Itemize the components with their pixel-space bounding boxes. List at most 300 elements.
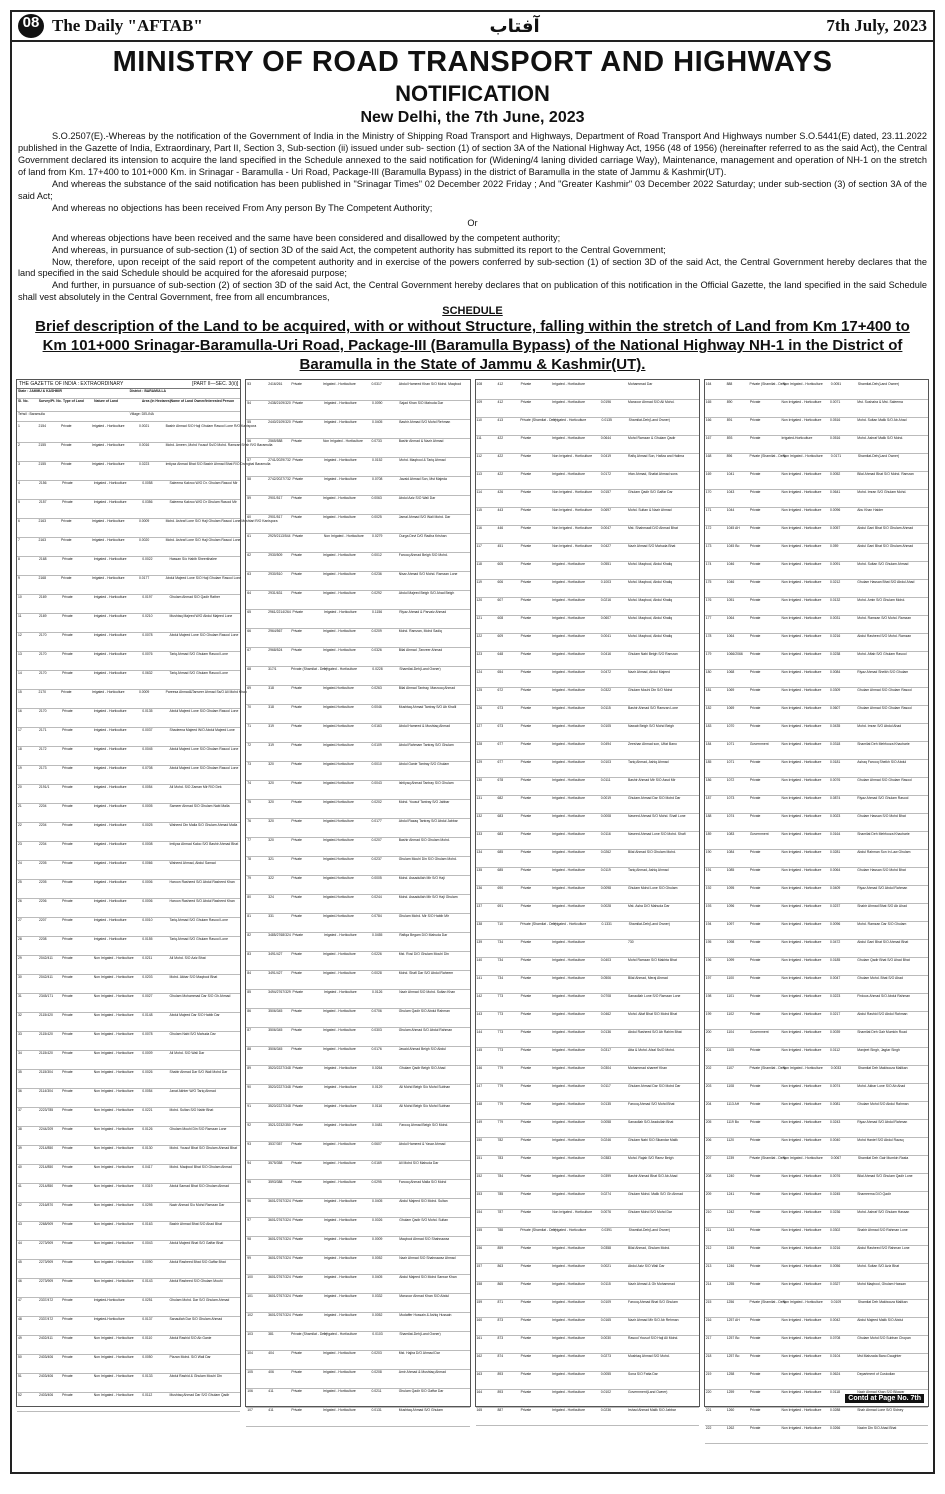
- table-cell: 2930/509: [268, 552, 283, 557]
- table-cell: 0.0237: [829, 903, 841, 908]
- table-cell: 184: [705, 741, 712, 746]
- table-cell: 3506/345: [268, 1046, 283, 1051]
- table-cell: 0.0028: [371, 970, 382, 975]
- table-cell: Private: [62, 1145, 73, 1150]
- table-cell: 5: [18, 499, 20, 504]
- table-cell: 95: [247, 1179, 252, 1184]
- table-cell: Irrigated - Horticulture: [323, 457, 357, 462]
- table-cell: 2173: [39, 765, 47, 770]
- table-cell: Private: [62, 936, 73, 941]
- table-row: [705, 868, 928, 886]
- table-cell: 0.0010: [371, 761, 382, 766]
- table-cell: 0.0427: [600, 543, 612, 548]
- table-cell: 2115/304: [39, 1069, 53, 1074]
- table-cell: 202: [705, 1065, 712, 1070]
- table-cell: 0.0157: [600, 489, 612, 494]
- table-cell: 1084: [726, 849, 735, 854]
- table-row: [476, 850, 699, 868]
- table-cell: Ashaq Farooq Sheikh S/O Abdul: [857, 759, 907, 764]
- table-cell: 72: [247, 742, 252, 747]
- table-cell: Irrigated-Horticulture: [322, 723, 354, 728]
- table-cell: 0.0022: [142, 556, 153, 561]
- table-row: [17, 1070, 240, 1089]
- table-cell: [600, 940, 627, 957]
- table-cell: Private: [292, 1065, 304, 1070]
- table-cell: Pizzan Mohd. S/O Wali Dar: [169, 1354, 211, 1359]
- table-cell: 2205: [39, 879, 47, 884]
- table-cell: Non Irrigated - Horticulture: [781, 939, 822, 944]
- table-row: [246, 1142, 469, 1161]
- table-cell: Irrigated - Horticulture: [323, 1084, 357, 1089]
- table-cell: 0.0117: [600, 1083, 611, 1088]
- table-row: [17, 633, 240, 652]
- table-cell: Nazir Ahmad & Gh Mohammad: [628, 1281, 675, 1286]
- table-cell: 180: [705, 669, 712, 674]
- table-cell: Abdul Majeed Dar S/O Habib Dar: [169, 1012, 220, 1017]
- table-cell: Irrigated - Horticulture: [552, 741, 585, 746]
- table-row: [476, 1264, 699, 1282]
- table-cell: 22: [18, 822, 22, 827]
- schedule-table: [12, 379, 933, 1430]
- table-cell: Private: [62, 1240, 73, 1245]
- table-cell: Irrigated - Horticulture: [93, 594, 127, 599]
- table-row: [246, 1066, 469, 1085]
- table-cell: 0.0317: [371, 381, 382, 386]
- table-cell: Bashir Ahmad Bhat S/O Ab Ahad: [628, 1173, 678, 1178]
- table-cell: Private: [291, 1407, 302, 1412]
- table-cell: 0.0045: [142, 746, 153, 751]
- table-cell: Non Irrigated - Horticulture: [93, 1164, 134, 1169]
- table-cell: 0.0405: [372, 1198, 383, 1203]
- table-cell: 1043: [726, 489, 735, 494]
- table-cell: 865: [497, 1281, 504, 1286]
- table-cell: Private: [292, 609, 304, 614]
- table-cell: Irrigated-Horticulture: [322, 875, 354, 880]
- table-row: [705, 634, 928, 652]
- table-cell: Private: [291, 951, 302, 956]
- table-cell: 4: [18, 480, 20, 485]
- table-cell: Private: [292, 1198, 304, 1203]
- column-header: Nature of Land: [94, 398, 119, 403]
- table-cell: Non Irrigated - Horticulture: [781, 1173, 822, 1178]
- table-cell: Private: [520, 795, 532, 800]
- table-cell: 57: [247, 457, 252, 462]
- table-cell: 1045 Bo: [726, 543, 740, 548]
- table-row: [246, 439, 469, 458]
- table-cell: 422: [497, 435, 504, 440]
- table-cell: 893: [497, 1389, 504, 1394]
- table-cell: 0.0303: [371, 1027, 382, 1032]
- table-cell: 45: [18, 1259, 22, 1264]
- table-cell: 0.0026: [372, 1217, 383, 1222]
- table-cell: Shamilat Deh Makbooza Malikan: [857, 1299, 908, 1304]
- table-cell: Bashir Ahmad S/O Ghulam Mohd.: [398, 837, 450, 842]
- table-cell: Imtiyaz Ahmad Bhat S/O Bashir Ahmad Bhat R/O Drangbal Baramulla: [165, 461, 271, 466]
- table-row: [17, 975, 240, 994]
- table-cell: 422: [497, 453, 504, 458]
- table-cell: 43: [18, 1221, 22, 1226]
- table-cell: Abdul Rasheed Bhat S/O Gaffar Bhat: [169, 1259, 226, 1264]
- table-cell: Private: [520, 957, 532, 962]
- table-cell: Private: [749, 633, 761, 638]
- table-cell: 149: [476, 1119, 483, 1124]
- table-cell: Mohd. Altaf Bhat S/O Mohd Bhat: [628, 1011, 678, 1016]
- table-cell: 0.0641: [829, 489, 841, 494]
- table-cell: 0.0026: [142, 1069, 153, 1074]
- table-cell: Non Irrigated - Horticulture: [781, 489, 822, 494]
- table-cell: 3601/2767/324: [268, 1236, 291, 1241]
- table-cell: Private: [520, 1299, 532, 1304]
- table-cell: 0.0327: [829, 1281, 841, 1286]
- table-cell: Ghulam Nabi S/O Sikandar Malik: [628, 1137, 678, 1142]
- table-cell: Irrigated - Horticulture: [93, 670, 127, 675]
- table-row: [17, 747, 240, 766]
- table-cell: Waheed Din Malla S/O Ghulam Ahmad Malla: [169, 822, 238, 827]
- table-row: [476, 778, 699, 796]
- table-cell: 3601/2767/324: [268, 1293, 291, 1298]
- table-cell: 21: [18, 803, 22, 808]
- table-cell: 179: [705, 651, 712, 656]
- table-cell: Private: [62, 1088, 73, 1093]
- table-cell: Irrigated - Horticulture: [322, 1350, 356, 1355]
- table-cell: Non Irrigated - Horticulture: [781, 1137, 822, 1142]
- table-cell: 888: [726, 381, 733, 386]
- table-cell: 320: [268, 818, 274, 823]
- table-cell: 0.0208: [371, 1369, 382, 1374]
- table-row: [705, 400, 928, 418]
- table-cell: Private: [292, 1122, 304, 1127]
- table-cell: Manzoor Ahmad Khan S/O Abdul: [399, 1293, 449, 1298]
- table-cell: 0.0172: [600, 471, 612, 476]
- table-cell: 0.0135: [600, 1101, 612, 1106]
- table-cell: Irrigated - Horticulture: [93, 613, 127, 618]
- table-cell: Irrigated - Horticulture: [91, 537, 125, 542]
- table-cell: Irrigated - Horticulture: [552, 471, 585, 476]
- table-cell: Ghulam Nabi Beigh S/O Ramzan: [628, 651, 678, 656]
- table-row: [246, 382, 469, 401]
- table-cell: 0.0009: [138, 689, 150, 694]
- table-cell: 1069: [726, 705, 735, 710]
- table-cell: 56: [247, 438, 252, 443]
- table-cell: 26: [18, 898, 22, 903]
- table-cell: 6: [18, 518, 20, 523]
- table-cell: 1240: [726, 1173, 735, 1178]
- table-cell: 0.0207: [371, 837, 382, 842]
- table-cell: 42: [18, 1202, 22, 1207]
- table-cell: Shabir Ahmad S/O Rahman Lone: [857, 1227, 908, 1232]
- table-cell: 0.0281: [829, 849, 841, 854]
- table-cell: 0.0383: [600, 1155, 612, 1160]
- table-cell: Private: [291, 628, 302, 633]
- table-cell: 191: [705, 867, 712, 872]
- table-cell: 406: [268, 1369, 274, 1374]
- table-cell: 0.0009: [138, 518, 150, 523]
- table-cell: 1239: [726, 1155, 735, 1160]
- table-cell: Irrigated - Horticulture: [552, 399, 585, 404]
- table-cell: 685: [497, 867, 504, 872]
- table-cell: Bilal Ahmad ,Tanveer Ahmad: [398, 647, 443, 652]
- table-cell: 0.1003: [600, 579, 612, 584]
- table-cell: Private: [62, 670, 73, 675]
- table-row: [476, 1246, 699, 1264]
- paragraph-or: Or: [467, 217, 478, 228]
- table-cell: 98: [247, 1236, 252, 1241]
- notice-title: MINISTRY OF ROAD TRANSPORT AND HIGHWAYS: [112, 46, 833, 78]
- table-cell: 1066/2066: [726, 651, 743, 656]
- table-row: [705, 688, 928, 706]
- table-cell: 82: [247, 932, 252, 937]
- table-cell: Private: [749, 687, 761, 692]
- table-cell: Irrigated - Horticulture: [93, 860, 127, 865]
- table-cell: Irrigated - Horticulture: [323, 1122, 357, 1127]
- table-cell: 171: [705, 507, 712, 512]
- table-cell: 153: [476, 1191, 483, 1196]
- table-row: [17, 1336, 240, 1355]
- table-row: [17, 899, 240, 918]
- table-cell: 0.0005: [371, 875, 382, 880]
- table-cell: Private: [291, 1008, 302, 1013]
- table-row: [17, 861, 240, 880]
- table-cell: 1101: [726, 993, 735, 998]
- table-cell: Non Irrigated - Horticulture: [781, 1029, 822, 1034]
- table-row: [705, 994, 928, 1012]
- table-cell: Private: [291, 780, 302, 785]
- table-cell: 114: [476, 489, 482, 494]
- table-cell: Abdul Majeed Malik S/O Abdul: [857, 1317, 904, 1322]
- table-cell: 0.0074: [829, 1083, 841, 1088]
- table-cell: Non Irrigated - Horticulture: [781, 1011, 822, 1016]
- table-cell: 871: [497, 1299, 504, 1304]
- table-cell: 1072: [726, 777, 735, 782]
- table-cell: 411: [268, 1407, 274, 1412]
- table-cell: Private: [62, 1278, 73, 1283]
- table-cell: 110: [476, 417, 482, 422]
- table-cell: 200: [705, 1029, 712, 1034]
- table-cell: Sanaullah S/O Assdullah Bhat: [628, 1119, 674, 1124]
- table-cell: Department of Custodian: [857, 1371, 895, 1376]
- table-cell: 0.0071: [829, 399, 841, 404]
- table-cell: Abdul Majeed S/O Mohd. Sultan: [399, 1198, 448, 1203]
- table-cell: Non Irrigated - Horticulture: [781, 1263, 822, 1268]
- table-row: [476, 562, 699, 580]
- table-cell: Private: [520, 579, 532, 584]
- table-cell: Farooq Ahmad S/O Mohd Bhat: [628, 1101, 675, 1106]
- table-cell: Private (Shamilat - Deh): [749, 1299, 786, 1304]
- table-cell: 205: [705, 1119, 712, 1124]
- table-row: [246, 496, 469, 515]
- table-cell: 0.0104: [829, 1353, 841, 1358]
- table-cell: 93: [247, 1141, 252, 1146]
- table-cell: Riyaz Ahmad S/O Abdul Rahman: [857, 885, 908, 890]
- table-cell: 3537/357: [268, 1141, 283, 1146]
- table-cell: 103: [247, 1331, 253, 1336]
- table-row: [246, 572, 469, 591]
- table-cell: Shamilat Deh Gair Mumkin Rasta: [857, 1155, 909, 1160]
- table-cell: 0.0163: [142, 1221, 153, 1226]
- table-cell: Ghulam Hassan S/O Mohd Bhat: [857, 813, 906, 818]
- table-cell: Irrigated - Horticulture: [552, 1083, 585, 1088]
- table-cell: 215: [705, 1299, 712, 1304]
- table-row: [246, 1047, 469, 1066]
- table-cell: Nazir Ahmad S/O Mohd. Sultan Khan: [399, 989, 456, 994]
- table-cell: Mohd. Maqbool, Abdul Khaliq: [628, 615, 673, 620]
- table-cell: Private: [520, 381, 532, 386]
- table-cell: Private: [291, 837, 302, 842]
- table-cell: 53: [247, 381, 252, 386]
- table-cell: 0.0358: [600, 1245, 612, 1250]
- table-cell: Private: [520, 1389, 532, 1394]
- table-cell: 1071: [726, 741, 735, 746]
- table-row: [705, 904, 928, 922]
- table-cell: Bashir Ahmad S/O Ramzan Lone: [628, 705, 678, 710]
- table-cell: Non Irrigated - Horticulture: [552, 453, 593, 458]
- table-row: [246, 895, 469, 914]
- table-cell: Irrigated - Horticulture: [322, 1369, 356, 1374]
- table-cell: 863: [497, 1263, 504, 1268]
- table-cell: Mohd Hanief S/O Abdul Razaq: [857, 1137, 904, 1142]
- table-cell: Private: [520, 885, 532, 890]
- table-cell: 34: [18, 1050, 22, 1055]
- table-cell: Non Irrigated - Horticulture: [93, 955, 134, 960]
- table-cell: Irrigated - Horticulture: [93, 556, 127, 561]
- table-cell: 318: [268, 685, 274, 690]
- table-cell: 1095: [726, 885, 735, 890]
- table-cell: 0.0040: [829, 1137, 841, 1142]
- table-cell: 206: [705, 1137, 712, 1142]
- table-cell: 14: [18, 670, 22, 675]
- table-cell: Private: [520, 723, 532, 728]
- table-row: [17, 481, 240, 500]
- table-row: [246, 743, 469, 762]
- table-cell: Non Irrigated - Horticulture: [781, 1119, 822, 1124]
- table-row: [705, 472, 928, 490]
- table-cell: Irrigated - Horticulture: [552, 1011, 585, 1016]
- table-cell: Private: [520, 1119, 532, 1124]
- table-cell: Private: [749, 561, 761, 566]
- table-cell: 2205: [39, 860, 47, 865]
- table-cell: Irrigated - Horticulture: [552, 1119, 585, 1124]
- table-row: [705, 1282, 928, 1300]
- table-cell: 16: [18, 708, 22, 713]
- table-cell: 177: [705, 615, 712, 620]
- table-cell: Private: [291, 704, 302, 709]
- table-cell: 212: [705, 1245, 712, 1250]
- notice-subtitle: NOTIFICATION: [395, 81, 550, 106]
- table-row: [246, 1028, 469, 1047]
- table-cell: 167: [705, 435, 712, 440]
- table-cell: 0.0090: [372, 400, 383, 405]
- table-cell: Government: [749, 831, 769, 836]
- table-cell: Private: [292, 400, 304, 405]
- table-cell: 77: [247, 837, 252, 842]
- table-cell: 0.1331: [601, 921, 612, 926]
- table-cell: 2214/850: [39, 1164, 54, 1169]
- table-cell: Private: [291, 514, 302, 519]
- table-cell: Abdul Rasheed S/O Mohd. Ramzan: [857, 633, 912, 638]
- table-row: [246, 762, 469, 781]
- table-cell: 2115/420: [39, 1012, 53, 1017]
- table-cell: 123: [476, 651, 483, 656]
- table-cell: 683: [497, 831, 504, 836]
- table-cell: Non Irrigated - Horticulture: [782, 453, 823, 458]
- table-cell: Private: [749, 579, 761, 584]
- table-cell: Private: [292, 1293, 304, 1298]
- table-cell: 0.0027: [142, 993, 153, 998]
- table-cell: Private: [62, 803, 73, 808]
- table-cell: Abdul Aziz S/O Wali Dar: [398, 495, 436, 500]
- table-cell: 677: [497, 759, 504, 764]
- table-cell: 0.0152: [372, 457, 383, 462]
- table-row: [246, 838, 469, 857]
- table-cell: 24: [18, 860, 22, 865]
- gazette-header-left: THE GAZETTE OF INDIA : EXTRAORDINARY: [19, 380, 124, 387]
- table-cell: Mohd. Maqbool, Abdul Khaliq: [628, 597, 673, 602]
- table-cell: Private: [292, 932, 304, 937]
- table-cell: Riyaz Ahmad S/O Ghulam Rasool: [857, 795, 909, 800]
- table-cell: Non Irrigated - Horticulture: [781, 1245, 822, 1250]
- table-cell: 1045 AH: [726, 525, 740, 530]
- table-cell: Irrigated - Horticulture: [91, 689, 125, 694]
- table-cell: 0.0216: [829, 633, 841, 638]
- table-cell: Non Irrigated - Horticulture: [781, 975, 822, 980]
- table-cell: Private: [291, 647, 302, 652]
- table-cell: 0.0066: [142, 860, 153, 865]
- table-cell: 0.0216: [600, 597, 612, 602]
- table-cell: 0.0105: [600, 723, 612, 728]
- table-row: [476, 1282, 699, 1300]
- table-cell: 39: [18, 1145, 22, 1150]
- table-cell: Non Irrigated - Horticulture: [93, 1392, 134, 1397]
- table-cell: Private: [749, 669, 761, 674]
- table-cell: Abdul Majeed Beigh S/O Ahad Beigh: [398, 590, 455, 595]
- table-row: [705, 490, 928, 508]
- table-row: [476, 760, 699, 778]
- table-cell: 782: [497, 1137, 504, 1142]
- table-cell: 163: [476, 1371, 483, 1376]
- table-row: [476, 1354, 699, 1372]
- table-cell: 2565/588: [268, 438, 283, 443]
- paragraph: And whereas no objections has been received From Any person By The Competent Authority;: [52, 202, 433, 213]
- table-cell: Private: [62, 993, 73, 998]
- table-cell: 0.0042: [829, 1317, 841, 1322]
- table-row: [705, 1264, 928, 1282]
- table-cell: Bilal Ahmad Tantray, Masrooq Ahmad: [398, 685, 456, 690]
- table-cell: Shamilat Deh Makbooza Malikan: [857, 1065, 908, 1070]
- table-cell: 2206: [39, 898, 47, 903]
- table-cell: Irrigated - Horticulture: [322, 970, 356, 975]
- table-row: [476, 1192, 699, 1210]
- table-cell: Private: [291, 913, 302, 918]
- table-cell: Nazim Din S/O Ahad Bhat: [857, 1425, 897, 1430]
- table-cell: 0.0223: [829, 993, 841, 998]
- table-cell: Irrigated-Horticulture: [322, 685, 354, 690]
- table-cell: 130: [476, 777, 483, 782]
- table-cell: 132: [476, 813, 483, 818]
- table-cell: Mushtaq Ahmad Dar S/O Ghulam Qadir: [169, 1392, 230, 1397]
- table-row: [476, 1012, 699, 1030]
- table-cell: 48: [18, 1316, 22, 1321]
- table-cell: Non Irrigated - Horticulture: [93, 1202, 134, 1207]
- table-cell: Irrigated - Horticulture: [552, 777, 585, 782]
- table-cell: 891: [726, 417, 733, 422]
- table-cell: Ali Mohd Beigh S/o Mohd Subhan: [399, 1103, 451, 1108]
- table-cell: 1260: [726, 1407, 735, 1412]
- table-cell: 0.0706: [371, 1008, 382, 1013]
- table-header-row: [17, 399, 240, 412]
- table-cell: 773: [497, 1029, 504, 1034]
- table-cell: 52: [18, 1392, 22, 1397]
- table-cell: Abdul Gani Bhat S/O Ghulam Ahmad: [857, 525, 914, 530]
